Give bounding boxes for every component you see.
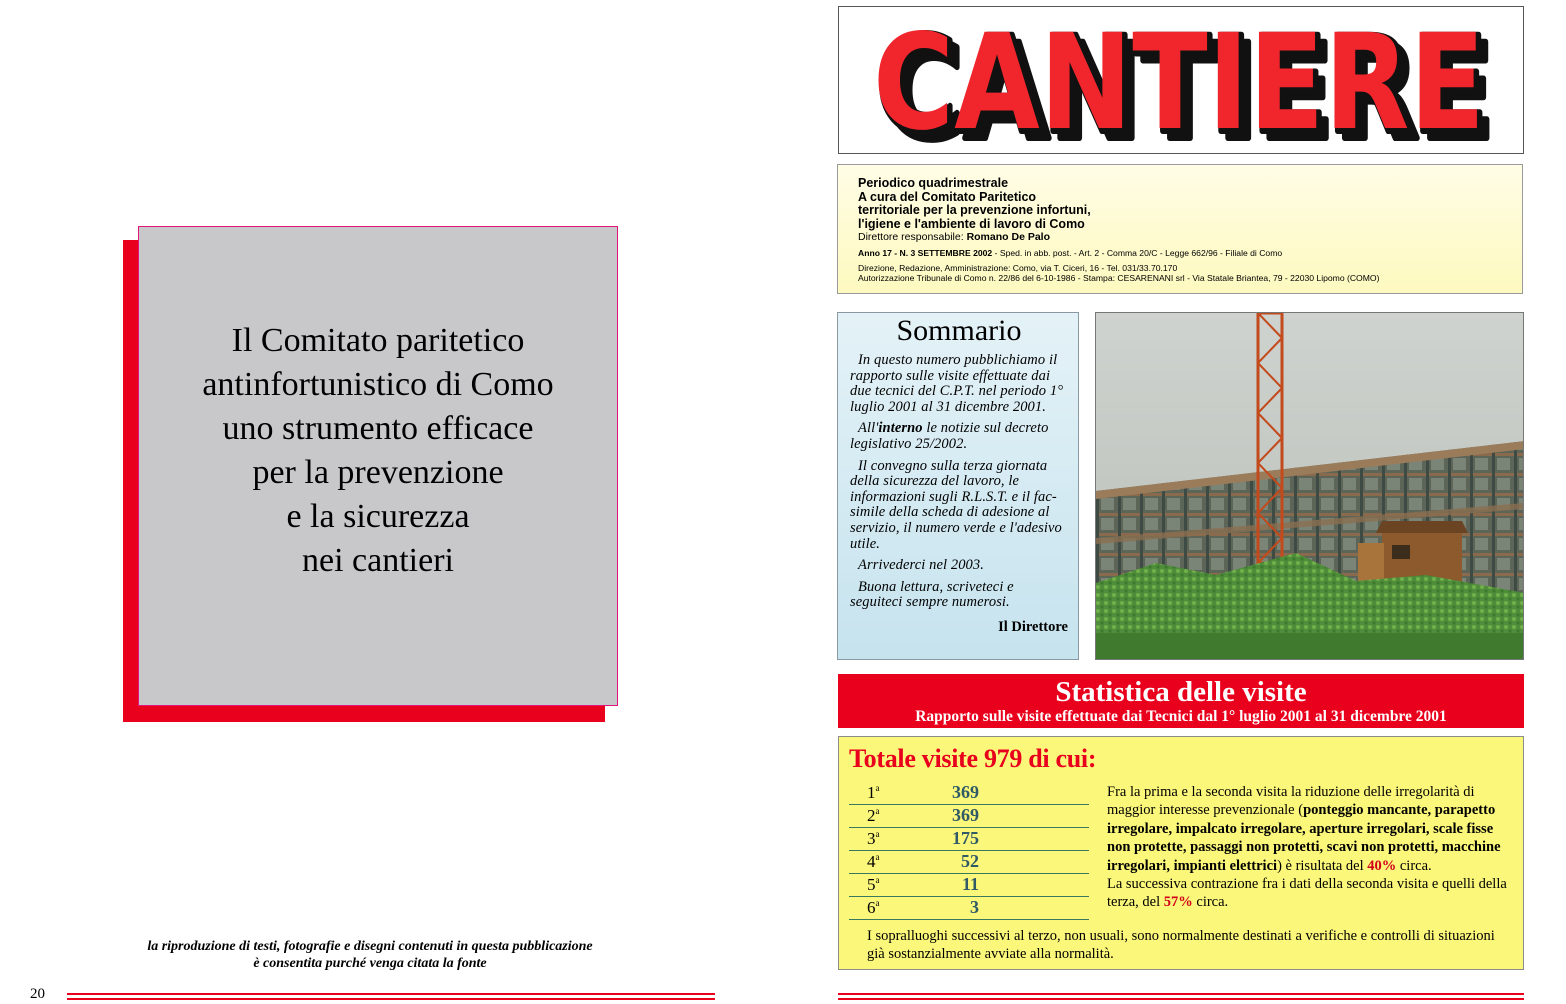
totals-heading: Totale visite 979 di cui: [849, 744, 1097, 773]
page-number: 20 [30, 986, 45, 1002]
visit-ordinal: 5$^a$ [867, 875, 880, 894]
issue-line [858, 248, 1522, 259]
masthead-title: CANTIERE [873, 10, 1485, 150]
headline-box [138, 226, 618, 706]
reduction-percent-2: 57% [1163, 894, 1193, 911]
construction-site-photo [1095, 312, 1524, 660]
sommario-paragraph-4: Arrivederci nel 2003. [858, 557, 984, 574]
sommario-box [837, 312, 1079, 660]
sommario-paragraph-3: Il convegno sulla terza giornata della sicurezza del lavoro, le informazioni sugli R.L.S.T. e il fac-simile della scheda di adesione al servizio, il numero verde e l'adesivo utile. [850, 457, 1062, 552]
director-name: Romano De Palo [966, 231, 1050, 243]
sommario-title: Sommario [896, 314, 1022, 347]
table-row [849, 897, 1089, 920]
visit-totals-box [838, 736, 1524, 970]
sommario-signature: Il Direttore [998, 618, 1068, 635]
visit-count: 369 [952, 805, 979, 825]
visit-ordinal: 2$^a$ [867, 806, 880, 825]
statistics-banner [838, 674, 1524, 728]
issue-number: Anno 17 - N. 3 SETTEMBRE 2002 [858, 248, 993, 258]
reduction-percent-1: 40% [1367, 857, 1397, 874]
sommario-paragraph-2: All'interno le notizie sul decreto legislativo 25/2002. [850, 420, 1049, 452]
reproduction-notice-line-1: la riproduzione di testi, fotografie e disegni contenuti in questa pubblicazione [147, 939, 593, 954]
statistics-subtitle: Rapporto sulle visite effettuate dai Tecnici dal 1° luglio 2001 al 31 dicembre 2001 [915, 708, 1447, 725]
issue-postal: - Sped. in abb. post. - Art. 2 - Comma 20/C - Legge 662/96 - Filiale di Como [992, 248, 1283, 258]
address-line: Direzione, Redazione, Amministrazione: Como, via T. Ciceri, 16 - Tel. 031/33.70.170 [858, 262, 1178, 273]
masthead [838, 6, 1524, 154]
table-row [849, 874, 1089, 897]
left-page-footer-rule [67, 993, 715, 1001]
info-line-4: l'igiene e l'ambiente di lavoro di Como [858, 216, 1085, 231]
right-page-footer-rule [838, 993, 1524, 1001]
director-label: Direttore responsabile: [858, 231, 967, 243]
masthead-logo [846, 10, 1516, 150]
reproduction-notice [100, 938, 640, 972]
visit-count: 11 [961, 874, 979, 894]
closing-note: I sopralluoghi successivi al terzo, non usuali, sono normalmente destinati a verifiche e controlli di situazioni già sostanzialmente avviate alla normalità. [867, 928, 1495, 963]
visit-ordinal: 1$^a$ [867, 783, 880, 802]
visit-count-table [849, 782, 1089, 920]
table-row [849, 805, 1089, 828]
visit-ordinal: 6$^a$ [867, 898, 880, 917]
construction-site-illustration [1096, 313, 1524, 660]
table-row [849, 828, 1089, 851]
director-line [858, 231, 1522, 244]
info-line-3: territoriale per la prevenzione infortuni, [858, 203, 1091, 217]
info-line-2: A cura del Comitato Paritetico [858, 189, 1037, 204]
visit-ordinal: 4$^a$ [867, 852, 880, 871]
left-page-headline: Il Comitato paritetico antinfortunistico di Como uno strumento efficace per la prevenzione e la sicurezza nei cantieri [202, 322, 554, 579]
table-row [849, 851, 1089, 874]
statistics-title: Statistica delle visite [1055, 676, 1307, 708]
visit-count: 369 [952, 782, 979, 802]
sommario-paragraph-5: Buona lettura, scriveteci e seguiteci sempre numerosi. [850, 578, 1014, 611]
info-line-1: Periodico quadrimestrale [858, 176, 1009, 190]
visit-count: 52 [961, 851, 979, 871]
authorization-line: Autorizzazione Tribunale di Como n. 22/86 del 6-10-1986 - Stampa: CESARENANI srl - Via Statale Briantea, 79 - 22030 Lipomo (COMO) [858, 273, 1380, 283]
table-row [849, 782, 1089, 805]
publication-info [837, 164, 1523, 294]
visit-count: 3 [970, 897, 979, 917]
reproduction-notice-line-2: è consentita purché venga citata la fonte [253, 956, 487, 971]
masthead-title-outline: CANTIERE [876, 10, 1488, 150]
irregularities-description: Fra la prima e la seconda visita la riduzione delle irregolarità di maggior interesse prevenzionale (ponteggio mancante, parapetto irregolare, impalcato irregolare, aperture irregolari, scale fisse non protette, passaggi non protetti, scavi non protetti, macchine irregolari, impianti elettrici) è risultata del 40% circa. La successiva contrazione fra i dati della seconda visita e quelli della terza, del 57% circa. [1107, 784, 1507, 911]
visit-count: 175 [952, 828, 979, 848]
masthead-title-shadow: CANTIERE [883, 16, 1495, 150]
visit-ordinal: 3$^a$ [867, 829, 880, 848]
sommario-paragraph-1: In questo numero pubblichiamo il rapporto sulle visite effettuate dai due tecnici del C.P.T. nel periodo 1° luglio 2001 al 31 dicembre 2001. [850, 352, 1064, 415]
